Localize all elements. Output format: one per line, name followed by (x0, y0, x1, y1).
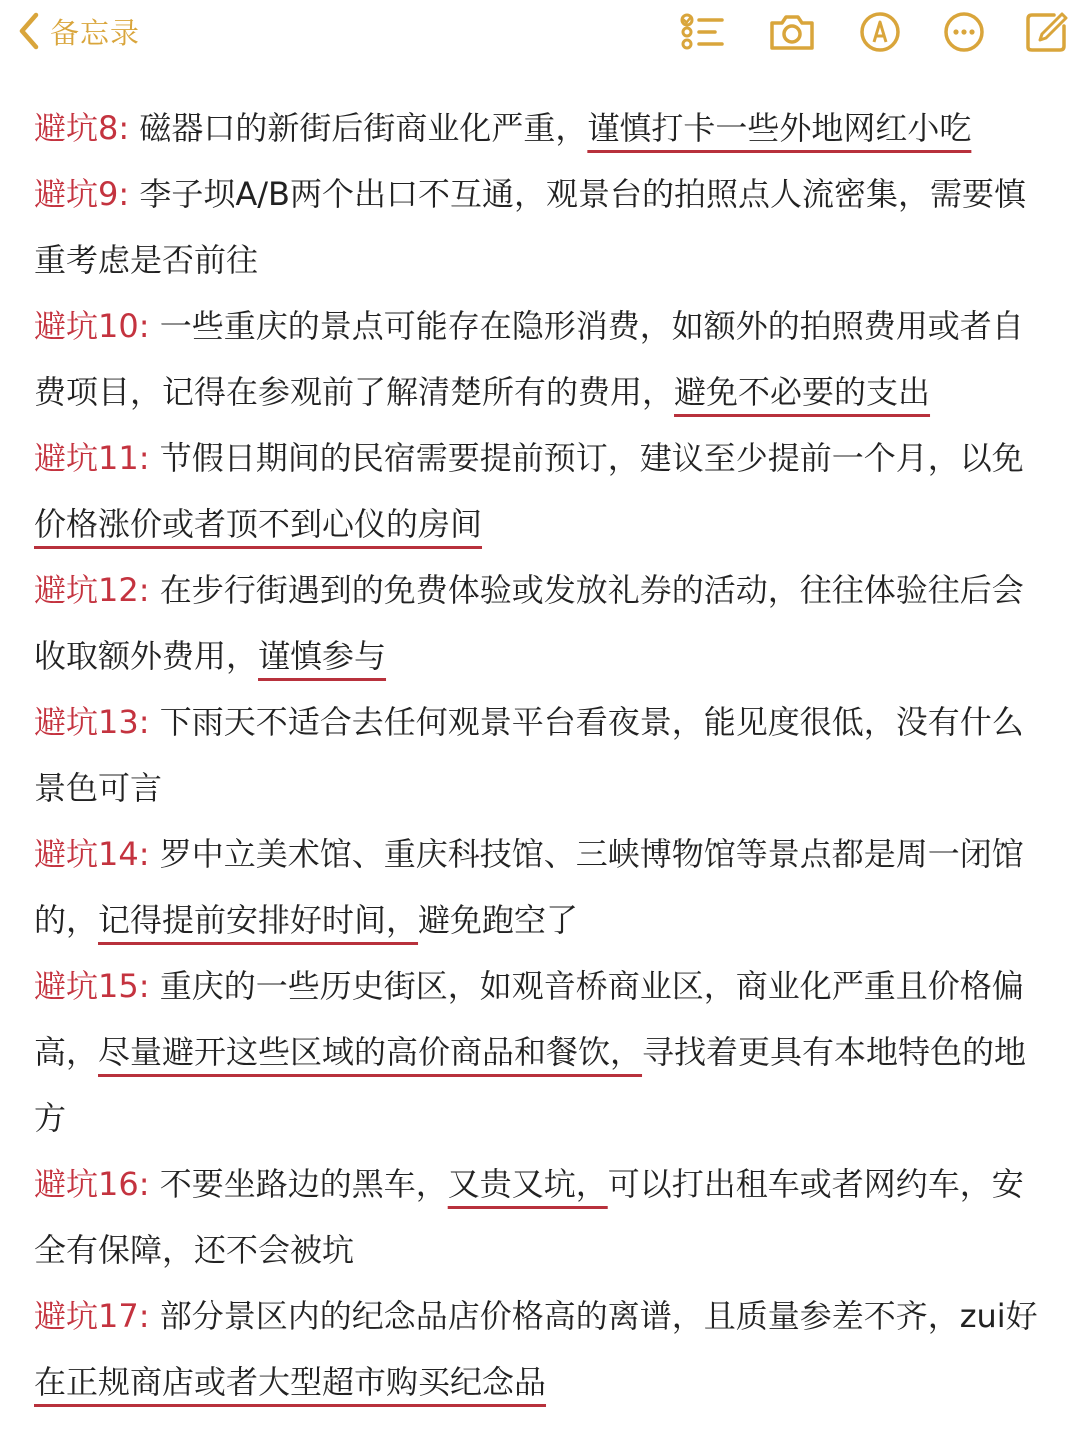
note-paragraph (34, 293, 1044, 425)
note-paragraph (34, 953, 1044, 1151)
tip-label: 避坑9: (34, 175, 130, 213)
toolbar (0, 0, 1080, 66)
tip-text: 下雨天不适合去任何观景平台看夜景，能见度很低，没有什么景色可言 (34, 703, 1024, 807)
checklist-button[interactable] (678, 10, 726, 54)
checklist-icon (679, 12, 725, 52)
more-icon (942, 10, 986, 54)
tip-label: 避坑10: (34, 307, 150, 345)
note-paragraph (34, 557, 1044, 689)
underlined-text: 价格涨价或者顶不到心仪的房间 (34, 505, 483, 543)
underlined-text: 记得提前安排好时间， (98, 901, 419, 939)
underlined-text: 避免不必要的支出 (674, 373, 931, 411)
tip-label: 避坑14: (34, 835, 150, 873)
underlined-text: 尽量避开这些区域的高价商品和餐饮， (98, 1033, 643, 1071)
markup-button[interactable] (856, 10, 904, 54)
tip-label: 避坑16: (34, 1165, 150, 1203)
note-paragraph (34, 95, 1044, 161)
tip-text: 在步行街遇到的免费体验或发放礼券的活动，往往体验往后会收取额外费用， (34, 571, 1024, 675)
note-paragraph (34, 161, 1044, 293)
tip-label: 避坑8: (34, 109, 130, 147)
camera-button[interactable] (768, 10, 816, 54)
tip-label: 避坑17: (34, 1297, 150, 1335)
note-paragraph (34, 1151, 1044, 1283)
tip-text: 重庆的一些历史街区，如观音桥商业区，商业化严重且价格偏高， (34, 967, 1024, 1071)
underlined-text: 又贵又坑， (447, 1165, 608, 1203)
note-paragraph (34, 425, 1044, 557)
compose-icon (1024, 10, 1068, 54)
more-button[interactable] (940, 10, 988, 54)
back-label: 备忘录 (50, 15, 141, 50)
note-paragraph (34, 1283, 1044, 1415)
tip-text: 一些重庆的景点可能存在隐形消费，如额外的拍照费用或者自费项目，记得在参观前了解清楚所有的费用， (34, 307, 1024, 411)
back-button[interactable] (18, 8, 140, 54)
compose-button[interactable] (1022, 10, 1070, 54)
markup-icon (858, 10, 902, 54)
tip-text: 罗中立美术馆、重庆科技馆、三峡博物馆等景点都是周一闭馆的， (34, 835, 1024, 939)
chevron-left-icon (18, 12, 40, 50)
note-body[interactable] (34, 95, 1044, 1415)
underlined-text: 谨慎打卡一些外地网红小吃 (587, 109, 972, 147)
tip-text: 节假日期间的民宿需要提前预订，建议至少提前一个月，以免 (149, 439, 1024, 477)
underlined-text: 谨慎参与 (258, 637, 387, 675)
note-paragraph (34, 689, 1044, 821)
note-paragraph (34, 821, 1044, 953)
tip-text: 寻找着更具有本地特色的地方 (34, 1033, 1027, 1137)
tip-text: 磁器口的新街后街商业化严重， (129, 109, 588, 147)
tip-label: 避坑15: (34, 967, 150, 1005)
tip-text: 不要坐路边的黑车， (149, 1165, 448, 1203)
camera-icon (768, 12, 816, 52)
tip-label: 避坑13: (34, 703, 150, 741)
tip-text: 李子坝A/B两个出口不互通，观景台的拍照点人流密集，需要慎重考虑是否前往 (34, 175, 1026, 279)
tip-label: 避坑12: (34, 571, 150, 609)
tip-text: 避免跑空了 (418, 901, 579, 939)
underlined-text: 在正规商店或者大型超市购买纪念品 (34, 1363, 547, 1401)
tip-text: 部分景区内的纪念品店价格高的离谱，且质量参差不齐，zui好 (149, 1297, 1038, 1335)
tip-text: 可以打出租车或者网约车，安全有保障，还不会被坑 (34, 1165, 1024, 1269)
tip-label: 避坑11: (34, 439, 150, 477)
